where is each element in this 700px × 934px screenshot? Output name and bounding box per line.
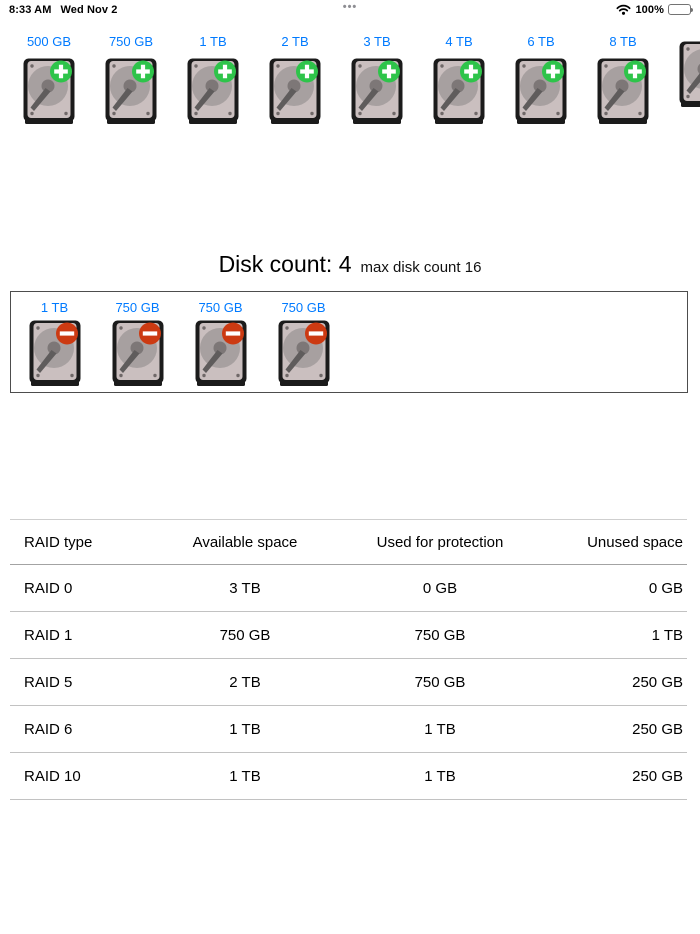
cell-unused: 0 GB	[648, 579, 683, 597]
cell-unused: 250 GB	[632, 767, 683, 785]
col-header-raid-type: RAID type	[24, 533, 93, 551]
add-disk-750gb[interactable]	[90, 33, 172, 128]
hdd-add-icon	[105, 58, 157, 124]
disk-size-label: 4 TB	[445, 34, 473, 49]
cell-raid-type: RAID 1	[24, 626, 73, 644]
hdd-add-icon	[679, 41, 700, 107]
disk-size-label: 750 GB	[198, 300, 243, 315]
table-row-raid1	[10, 612, 687, 659]
cell-protection: 1 TB	[424, 720, 456, 738]
cell-unused: 1 TB	[651, 626, 683, 644]
hdd-add-icon	[269, 58, 321, 124]
add-disk-3tb[interactable]	[336, 33, 418, 128]
table-row-raid5	[10, 659, 687, 706]
table-row-raid6	[10, 706, 687, 753]
add-disk-6tb[interactable]	[500, 33, 582, 128]
cell-unused: 250 GB	[632, 673, 683, 691]
remove-disk-750gb-2[interactable]	[179, 299, 262, 392]
raid-table	[10, 519, 687, 800]
hdd-add-icon	[433, 58, 485, 124]
cell-raid-type: RAID 10	[24, 767, 81, 785]
status-bar	[0, 0, 700, 17]
col-header-available-space: Available space	[192, 533, 298, 551]
disk-size-label: 750 GB	[281, 300, 326, 315]
cell-protection: 750 GB	[414, 626, 466, 644]
add-disk-offscreen[interactable]	[664, 33, 700, 128]
cell-available: 1 TB	[229, 767, 261, 785]
disk-size-label: 1 TB	[40, 300, 69, 315]
cell-available: 3 TB	[229, 579, 261, 597]
cell-protection: 0 GB	[422, 579, 458, 597]
battery-icon	[668, 4, 691, 15]
battery-percent: 100%	[635, 3, 664, 16]
raid-table-header	[10, 519, 687, 565]
remove-disk-750gb-3[interactable]	[262, 299, 345, 392]
col-header-unused-space: Unused space	[587, 533, 683, 551]
disk-size-label: 1 TB	[199, 34, 227, 49]
hdd-remove-icon	[195, 320, 247, 386]
disk-size-label: 2 TB	[281, 34, 309, 49]
add-disk-8tb[interactable]	[582, 33, 664, 128]
disk-size-label: 750 GB	[115, 300, 160, 315]
disk-palette	[0, 33, 700, 128]
disk-count-text: Disk count: 4	[218, 251, 352, 277]
disk-size-label: 500 GB	[26, 34, 72, 49]
hdd-add-icon	[597, 58, 649, 124]
hdd-add-icon	[23, 58, 75, 124]
status-date: Wed Nov 2	[60, 3, 118, 16]
disk-count-value: 4	[338, 251, 352, 277]
cell-unused: 250 GB	[632, 720, 683, 738]
add-disk-1tb[interactable]	[172, 33, 254, 128]
cell-available: 2 TB	[229, 673, 261, 691]
max-disk-count-text: max disk count 16	[360, 259, 482, 276]
col-header-used-for-protection: Used for protection	[376, 533, 504, 551]
hdd-remove-icon	[278, 320, 330, 386]
disk-size-label: 8 TB	[609, 34, 637, 49]
status-ellipsis-icon: •••	[342, 1, 358, 13]
disk-count-line	[0, 249, 700, 279]
add-disk-2tb[interactable]	[254, 33, 336, 128]
hdd-remove-icon	[112, 320, 164, 386]
cell-available: 750 GB	[219, 626, 271, 644]
remove-disk-750gb-1[interactable]	[96, 299, 179, 392]
table-row-raid0	[10, 565, 687, 612]
disk-size-label: 6 TB	[527, 34, 555, 49]
disk-size-label: 750 GB	[108, 34, 154, 49]
cell-raid-type: RAID 6	[24, 720, 73, 738]
cell-protection: 750 GB	[414, 673, 466, 691]
table-row-raid10	[10, 753, 687, 800]
remove-disk-1tb[interactable]	[13, 299, 96, 392]
cell-raid-type: RAID 0	[24, 579, 73, 597]
cell-available: 1 TB	[229, 720, 261, 738]
disk-size-label: 3 TB	[363, 34, 391, 49]
cell-protection: 1 TB	[424, 767, 456, 785]
hdd-add-icon	[351, 58, 403, 124]
add-disk-500gb[interactable]	[8, 33, 90, 128]
selected-disks-tray	[10, 291, 688, 393]
status-time: 8:33 AM	[9, 3, 52, 16]
add-disk-4tb[interactable]	[418, 33, 500, 128]
hdd-add-icon	[515, 58, 567, 124]
cell-raid-type: RAID 5	[24, 673, 73, 691]
hdd-add-icon	[187, 58, 239, 124]
hdd-remove-icon	[29, 320, 81, 386]
